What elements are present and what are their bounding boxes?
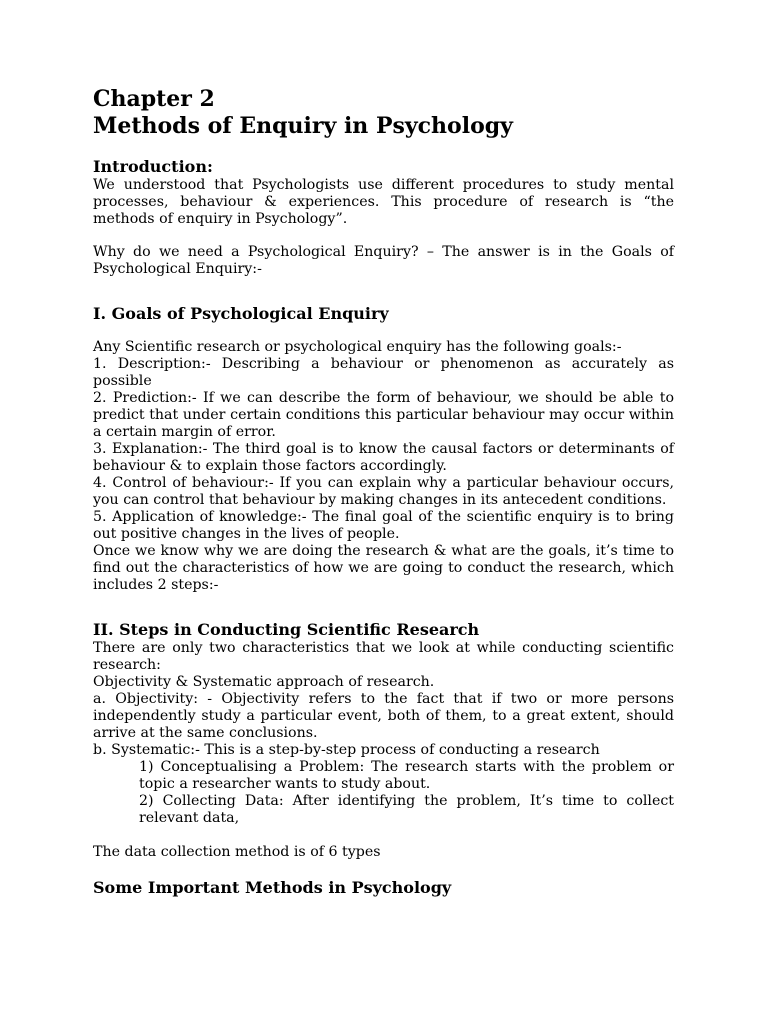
- goal-application: 5. Application of knowledge:- The final goal of the scientific enquiry is to bring out positive changes in the lives of people.: [93, 509, 674, 542]
- chapter-title: Methods of Enquiry in Psychology: [93, 113, 513, 139]
- steps-heading: II. Steps in Conducting Scientific Research: [93, 620, 480, 639]
- goal-explanation: 3. Explanation:- The third goal is to know the causal factors or determinants of behaviour & to explain those factors accordingly.: [93, 441, 674, 474]
- goals-heading: I. Goals of Psychological Enquiry: [93, 304, 389, 323]
- objectivity-paragraph: a. Objectivity: - Objectivity refers to the fact that if two or more persons independently study a particular event, both of them, to a great extent, should arrive at the same conclusions.: [93, 691, 674, 741]
- step-conceptualising: 1) Conceptualising a Problem: The research starts with the problem or topic a researcher wants to study about.: [139, 759, 674, 792]
- step-collecting-data: 2) Collecting Data: After identifying the problem, It’s time to collect relevant data,: [139, 793, 674, 826]
- methods-heading: Some Important Methods in Psychology: [93, 878, 452, 897]
- goal-prediction: 2. Prediction:- If we can describe the form of behaviour, we should be able to predict that under certain conditions this particular behaviour may occur within a certain margin of error.: [93, 390, 674, 440]
- intro-paragraph-1: We understood that Psychologists use different procedures to study mental processes, behaviour & experiences. This procedure of research is “the methods of enquiry in Psychology”.: [93, 177, 674, 227]
- intro-paragraph-2: Why do we need a Psychological Enquiry? – The answer is in the Goals of Psychological Enquiry:-: [93, 244, 674, 277]
- steps-paragraph-1: There are only two characteristics that we look at while conducting scientific research:: [93, 640, 674, 673]
- data-collection-types: The data collection method is of 6 types: [93, 844, 381, 860]
- introduction-heading: Introduction:: [93, 157, 213, 176]
- goals-closing: Once we know why we are doing the research & what are the goals, it’s time to find out the characteristics of how we are going to conduct the research, which includes 2 steps:-: [93, 543, 674, 593]
- systematic-paragraph: b. Systematic:- This is a step-by-step process of conducting a research: [93, 742, 600, 758]
- goals-lead: Any Scientific research or psychological enquiry has the following goals:-: [93, 339, 622, 355]
- goal-control: 4. Control of behaviour:- If you can explain why a particular behaviour occurs, you can control that behaviour by making changes in its antecedent conditions.: [93, 475, 674, 508]
- chapter-number: Chapter 2: [93, 86, 215, 112]
- steps-paragraph-2: Objectivity & Systematic approach of research.: [93, 674, 435, 690]
- document-page: [93, 86, 674, 898]
- goal-description: 1. Description:- Describing a behaviour or phenomenon as accurately as possible: [93, 356, 674, 389]
